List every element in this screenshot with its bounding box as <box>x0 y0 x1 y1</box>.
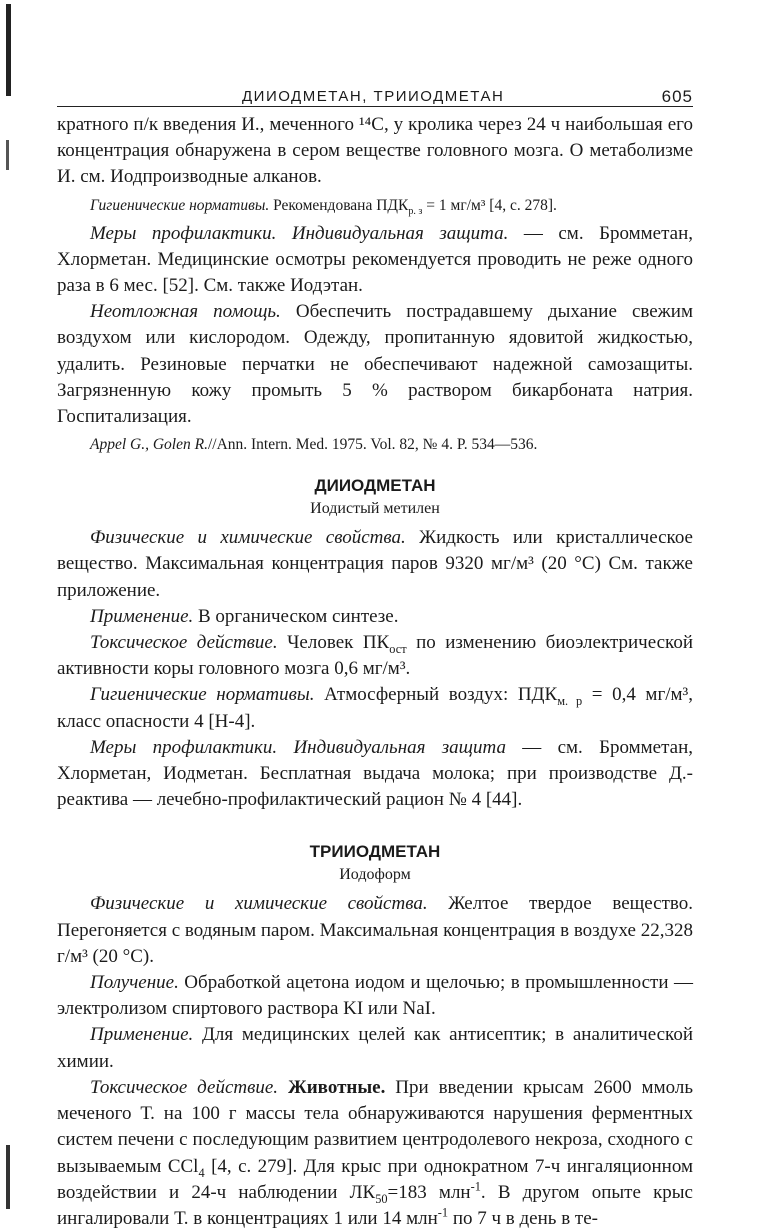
hygiene-standards-paragraph: Гигиенические нормативы. Атмосферный воздух: $ПДК_{м. р} = 0,4$ мг/м³, класс опасности 4 [Н-4]. <box>57 684 693 732</box>
scan-edge-mark <box>6 1145 10 1209</box>
subsection-label: Животные. <box>287 1076 386 1098</box>
section-label: Применение. <box>90 1024 194 1046</box>
section-label: Физические и химические свойства. <box>90 527 406 549</box>
toxicity-paragraph: Токсическое действие. Животные. При введении крысам 2600 ммоль меченого Т. на 100 г массы тела обнаруживаются нарушения ферментных систем печени с последующим развитием центродолевого некроза, сходного с вызываемым CCl$_4$ [4, с. 279]. Для крыс при однократном 7-ч ингаляционном воздействии и 24-ч наблюдении $ЛК_{50}=183$ млн$^{-1}$. В другом опыте крыс ингалировали Т. в концентрациях 1 или 14 млн$^{-1}$ по 7 ч в день в те- <box>57 1076 693 1229</box>
section-label: Меры профилактики. Индивидуальная защита <box>90 736 506 758</box>
entry-synonym: Иодистый метилен <box>310 500 440 518</box>
page-body <box>57 112 693 1232</box>
page-header <box>57 78 693 107</box>
section-label: Гигиенические нормативы. <box>90 684 315 706</box>
entry-title-diiodomethane: ДИИОДМЕТАН <box>314 476 436 496</box>
section-label: Гигиенические нормативы. <box>90 196 270 214</box>
properties-paragraph: Физические и химические свойства. Желтое твердое вещество. Перегоняется с водяным паром. Максимальная концентрация в воздухе 22,328 г/м³ (20 °С). <box>57 893 693 967</box>
first-aid-paragraph: Неотложная помощь. Обеспечить пострадавшему дыхание свежим воздухом или кислородом. Одежду, пропитанную ядовитой жидкостью, удалить. Резиновые перчатки не обеспечивают надежной самозащиты. Загрязненную кожу промыть 5 % раствором бикарбоната натрия. Госпитализация. <box>57 301 693 428</box>
section-label: Токсическое действие. <box>90 632 278 654</box>
section-label: Неотложная помощь. <box>90 301 281 323</box>
reference-authors: Appel G., Golen R. <box>90 436 208 454</box>
paragraph-continuation: кратного п/к введения И., меченного ¹⁴С, у кролика через 24 ч наибольшая его концентрация обнаружена в сером веществе головного мозга. О метаболизме И. см. Иодпроизводные алканов. <box>57 114 693 188</box>
page-number: 605 <box>661 87 693 106</box>
prevention-paragraph: Меры профилактики. Индивидуальная защита — см. Бромметан, Хлорметан, Иодметан. Бесплатная выдача молока; при производстве Д.-реактива — лечебно-профилактический рацион № 4 [44]. <box>57 736 693 811</box>
entry-synonym: Иодоформ <box>339 866 411 884</box>
properties-paragraph: Физические и химические свойства. Жидкость или кристаллическое вещество. Максимальная концентрация паров 9320 мг/м³ (20 °С) См. также приложение. <box>57 527 693 601</box>
scan-edge-mark <box>6 140 9 170</box>
hygiene-standards-paragraph: Гигиенические нормативы. Рекомендована $ПДК_{р. з} = 1$ мг/м³ [4, с. 278]. <box>90 196 557 217</box>
entry-title-triiodomethane: ТРИИОДМЕТАН <box>309 842 441 862</box>
section-label: Физические и химические свойства. <box>90 893 428 915</box>
scan-edge-mark <box>6 4 11 96</box>
section-label: Меры профилактики. Индивидуальная защита. <box>90 222 509 244</box>
application-paragraph: Применение. Для медицинских целей как антисептик; в аналитической химии. <box>57 1024 693 1072</box>
preparation-paragraph: Получение. Обработкой ацетона иодом и щелочью; в промышленности — электролизом спиртового раствора KI или NaI. <box>57 972 693 1020</box>
application-paragraph: Применение. В органическом синтезе. <box>90 605 399 627</box>
section-label: Получение. <box>90 972 179 994</box>
section-label: Токсическое действие. <box>90 1076 279 1098</box>
running-head: ДИИОДМЕТАН, ТРИИОДМЕТАН <box>242 88 505 105</box>
book-page <box>57 78 693 1232</box>
reference: Appel G., Golen R.//Ann. Intern. Med. 1975. Vol. 82, № 4. P. 534—536. <box>90 436 538 454</box>
toxicity-paragraph: Токсическое действие. Человек $ПК_{ост}$ по изменению биоэлектрической активности коры головного мозга 0,6 мг/м³. <box>57 632 693 680</box>
section-label: Применение. <box>90 605 194 627</box>
prevention-paragraph: Меры профилактики. Индивидуальная защита. — см. Бромметан, Хлорметан. Медицинские осмотры рекомендуется проводить не реже одного раза в 6 мес. [52]. См. также Иодэтан. <box>57 222 693 297</box>
